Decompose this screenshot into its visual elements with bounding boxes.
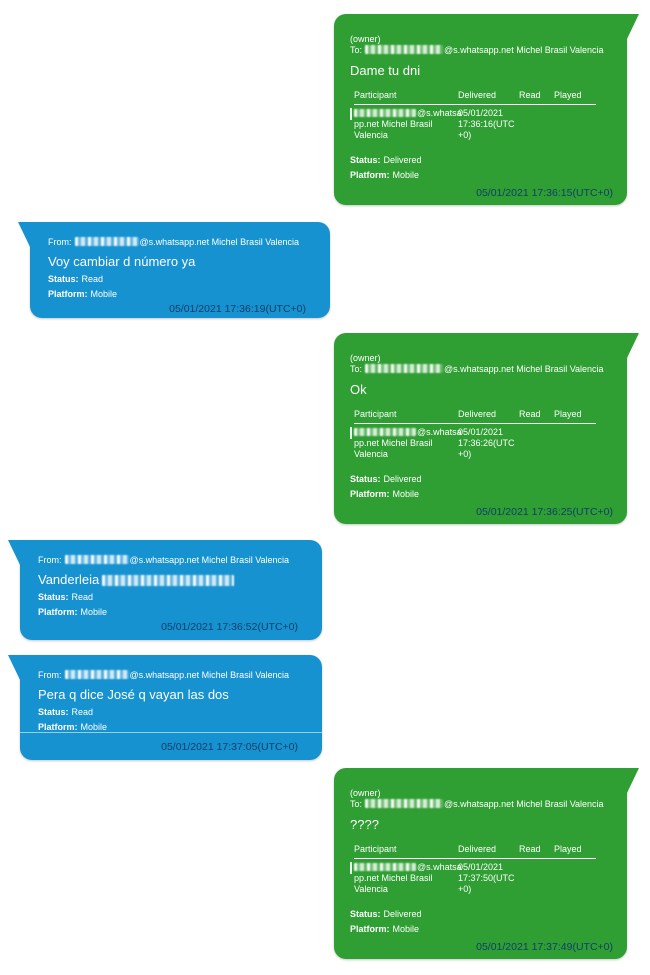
platform-value: Mobile — [392, 489, 420, 499]
message-bubble-outgoing[interactable] — [334, 333, 627, 524]
participant-line: pp.net Michel Brasil — [354, 119, 433, 129]
read-cell — [519, 427, 554, 460]
status-label: Status: — [38, 707, 69, 717]
participant-line: Valencia — [354, 449, 388, 459]
platform-label: Platform: — [350, 170, 390, 180]
receipt-table-row — [354, 105, 596, 141]
col-played: Played — [554, 409, 582, 419]
address-suffix: @s.whatsapp.net Michel Brasil Valencia — [444, 45, 604, 55]
message-body: Pera q dice José q vayan las dos — [38, 687, 229, 702]
message-timestamp: 05/01/2021 17:36:25(UTC+0) — [476, 506, 613, 518]
delivered-line: +0) — [458, 884, 472, 894]
participant-line: @s.whatsa — [417, 108, 462, 118]
delivered-line: +0) — [458, 130, 472, 140]
status-label: Status: — [350, 155, 381, 165]
col-participant: Participant — [354, 844, 397, 854]
delivered-line: 05/01/2021 — [458, 108, 504, 118]
redacted-phone-number — [354, 863, 416, 871]
participant-line: pp.net Michel Brasil — [354, 873, 433, 883]
address-suffix: @s.whatsapp.net Michel Brasil Valencia — [129, 555, 290, 565]
delivered-line: +0) — [458, 449, 472, 459]
bubble-tail — [8, 540, 21, 567]
delivered-line: 05/01/2021 — [458, 862, 504, 872]
message-body-text: Vanderleia — [38, 572, 100, 587]
status-value: Delivered — [383, 909, 422, 919]
to-prefix: To: — [350, 45, 363, 55]
status-value: Read — [81, 274, 104, 284]
participant-cell — [354, 862, 462, 895]
redacted-phone-number — [65, 670, 129, 679]
receipt-table — [354, 408, 596, 460]
owner-label: (owner) — [350, 34, 381, 44]
status-line — [350, 908, 613, 920]
message-timestamp: 05/01/2021 17:37:05(UTC+0) — [161, 741, 298, 753]
platform-value: Mobile — [80, 722, 108, 732]
receipt-table-header — [354, 843, 596, 859]
message-timestamp: 05/01/2021 17:37:49(UTC+0) — [476, 941, 613, 953]
platform-label: Platform: — [350, 489, 390, 499]
col-played: Played — [554, 90, 582, 100]
message-bubble-outgoing[interactable] — [334, 768, 627, 959]
receipt-table-header — [354, 408, 596, 424]
played-cell — [554, 108, 596, 141]
receipt-table — [354, 89, 596, 141]
message-timestamp: 05/01/2021 17:36:15(UTC+0) — [476, 187, 613, 199]
bubble-tail — [8, 655, 21, 682]
message-body: Ok — [350, 382, 367, 397]
participant-line: @s.whatsa — [417, 427, 462, 437]
message-body: Voy cambiar d número ya — [48, 254, 196, 269]
status-label: Status: — [350, 474, 381, 484]
status-line — [38, 591, 298, 603]
to-line — [350, 799, 613, 810]
col-read: Read — [519, 90, 541, 100]
bubble-tail — [18, 222, 31, 249]
to-prefix: To: — [350, 799, 363, 809]
participant-cell — [354, 108, 462, 141]
redacted-phone-number — [354, 109, 416, 117]
message-body: Dame tu dni — [350, 63, 421, 78]
col-delivered: Delivered — [458, 844, 497, 854]
platform-line — [350, 923, 613, 935]
redacted-phone-number — [75, 237, 139, 246]
redacted-phone-number — [65, 555, 129, 564]
delivered-cell — [458, 427, 519, 460]
platform-label: Platform: — [38, 607, 78, 617]
address-suffix: @s.whatsapp.net Michel Brasil Valencia — [444, 799, 604, 809]
message-bubble-incoming[interactable] — [20, 540, 322, 640]
redacted-phone-number — [365, 799, 443, 808]
read-cell — [519, 862, 554, 895]
message-body — [38, 572, 298, 588]
platform-label: Platform: — [48, 289, 88, 299]
status-label: Status: — [350, 909, 381, 919]
read-cell — [519, 108, 554, 141]
receipt-table-header — [354, 89, 596, 105]
platform-value: Mobile — [90, 289, 118, 299]
to-prefix: To: — [350, 364, 363, 374]
message-bubble-outgoing[interactable] — [334, 14, 627, 205]
bubble-tail — [626, 768, 639, 795]
bubble-tail — [626, 333, 639, 360]
message-timestamp: 05/01/2021 17:36:19(UTC+0) — [169, 303, 306, 315]
platform-line — [350, 169, 613, 181]
redacted-phone-number — [365, 45, 443, 54]
platform-value: Mobile — [392, 924, 420, 934]
played-cell — [554, 427, 596, 460]
from-prefix: From: — [38, 555, 62, 565]
platform-value: Mobile — [392, 170, 420, 180]
col-participant: Participant — [354, 90, 397, 100]
message-bubble-incoming[interactable] — [20, 655, 322, 760]
from-prefix: From: — [48, 237, 72, 247]
address-suffix: @s.whatsapp.net Michel Brasil Valencia — [139, 237, 300, 247]
status-value: Delivered — [383, 474, 422, 484]
receipt-table-row — [354, 859, 596, 895]
status-value: Delivered — [383, 155, 422, 165]
status-value: Read — [71, 592, 94, 602]
participant-line: @s.whatsa — [417, 862, 462, 872]
bubble-tail — [626, 14, 639, 41]
delivered-line: 17:37:50(UTC — [458, 873, 515, 883]
status-label: Status: — [48, 274, 79, 284]
owner-label: (owner) — [350, 788, 381, 798]
status-label: Status: — [38, 592, 69, 602]
platform-line — [48, 288, 306, 300]
from-line — [38, 555, 298, 566]
status-line — [350, 473, 613, 485]
redacted-name — [102, 575, 234, 586]
message-body: ???? — [350, 817, 379, 832]
status-line — [48, 273, 306, 285]
played-cell — [554, 862, 596, 895]
from-line — [38, 670, 298, 681]
platform-line — [38, 606, 298, 618]
col-participant: Participant — [354, 409, 397, 419]
delivered-line: 05/01/2021 — [458, 427, 504, 437]
delivered-cell — [458, 862, 519, 895]
status-line — [38, 706, 298, 718]
redacted-phone-number — [354, 428, 416, 436]
col-read: Read — [519, 409, 541, 419]
message-bubble-incoming[interactable] — [30, 222, 330, 318]
message-timestamp: 05/01/2021 17:36:52(UTC+0) — [161, 621, 298, 633]
platform-line — [350, 488, 613, 500]
participant-line: Valencia — [354, 884, 388, 894]
col-delivered: Delivered — [458, 90, 497, 100]
delivered-line: 17:36:16(UTC — [458, 119, 515, 129]
to-line — [350, 45, 613, 56]
separator-line — [20, 732, 322, 733]
to-line — [350, 364, 613, 375]
from-prefix: From: — [38, 670, 62, 680]
redacted-phone-number — [365, 364, 443, 373]
platform-label: Platform: — [350, 924, 390, 934]
col-played: Played — [554, 844, 582, 854]
from-line — [48, 237, 306, 248]
col-delivered: Delivered — [458, 409, 497, 419]
platform-value: Mobile — [80, 607, 108, 617]
receipt-table — [354, 843, 596, 895]
delivered-cell — [458, 108, 519, 141]
col-read: Read — [519, 844, 541, 854]
address-suffix: @s.whatsapp.net Michel Brasil Valencia — [444, 364, 604, 374]
status-value: Read — [71, 707, 94, 717]
address-suffix: @s.whatsapp.net Michel Brasil Valencia — [129, 670, 290, 680]
participant-line: pp.net Michel Brasil — [354, 438, 433, 448]
delivered-line: 17:36:26(UTC — [458, 438, 515, 448]
participant-line: Valencia — [354, 130, 388, 140]
platform-label: Platform: — [38, 722, 78, 732]
owner-label: (owner) — [350, 353, 381, 363]
status-line — [350, 154, 613, 166]
receipt-table-row — [354, 424, 596, 460]
participant-cell — [354, 427, 462, 460]
